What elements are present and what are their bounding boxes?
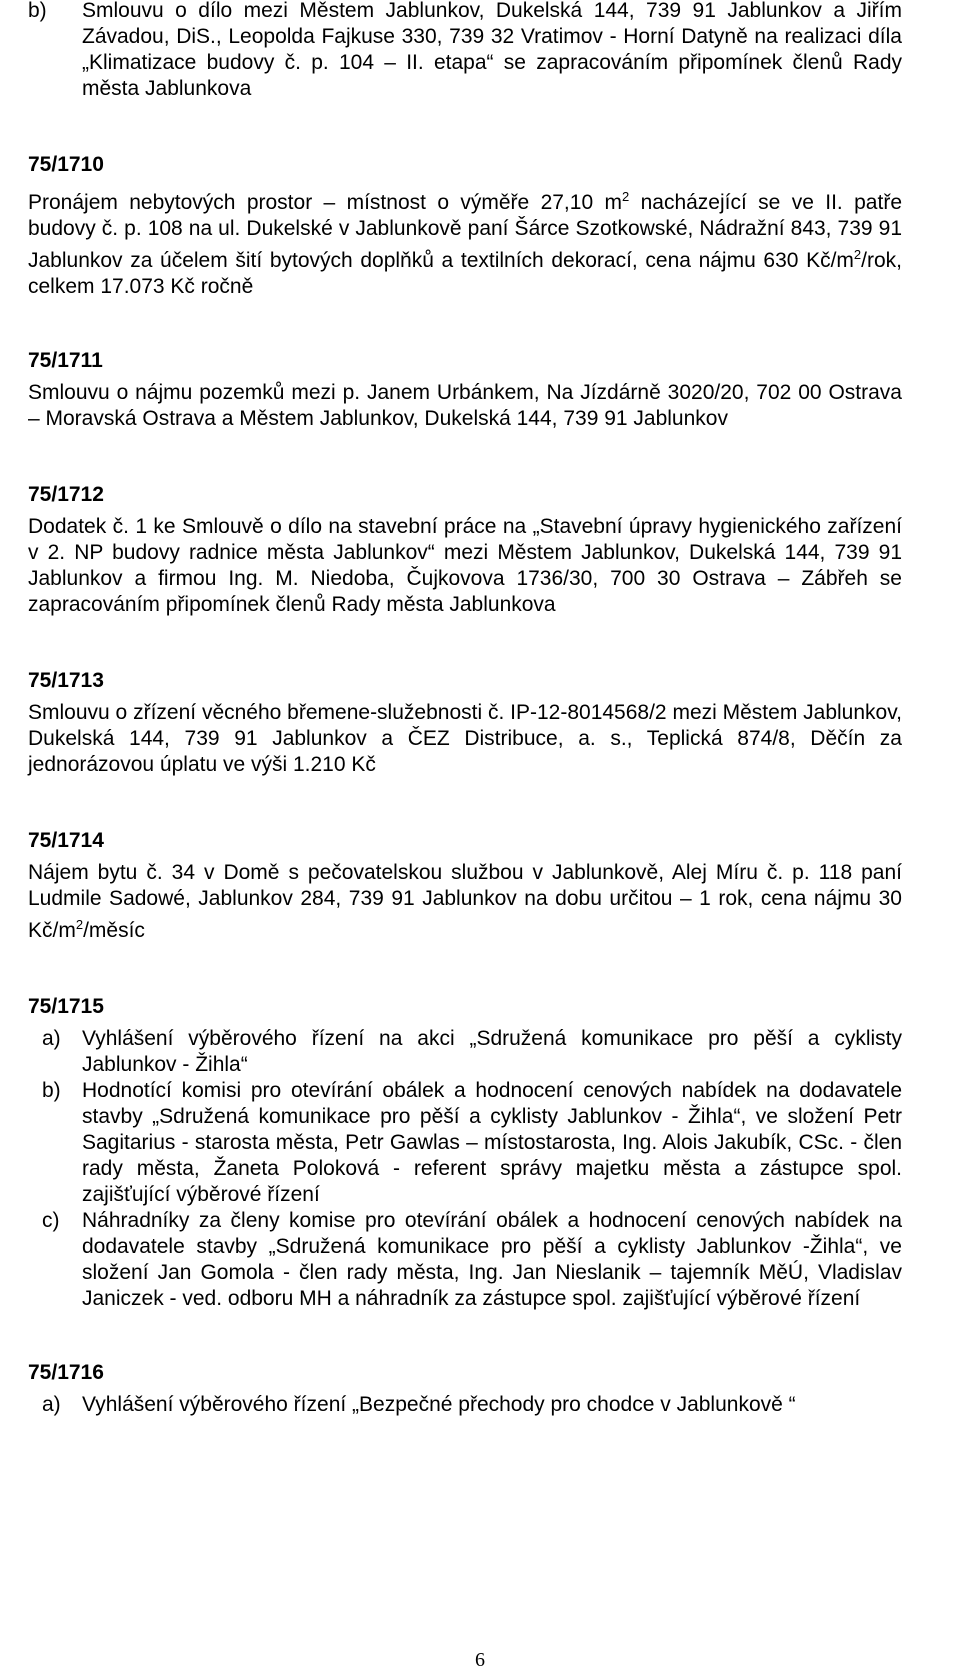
resolution-75-1710 (28, 152, 902, 300)
list-item-marker: a) (42, 1393, 61, 1416)
list-item-marker: b) (42, 1079, 61, 1102)
resolution-number: 75/1710 (28, 153, 104, 176)
page-number: 6 (475, 1649, 485, 1671)
resolution-number: 75/1715 (28, 995, 104, 1018)
list-item (42, 1392, 902, 1418)
list-item (42, 1208, 902, 1312)
resolution-text: Dodatek č. 1 ke Smlouvě o dílo na stavební práce na „Stavební úpravy hygienického zařízení v 2. NP budovy radnice města Jablunkov“ mezi Městem Jablunkov, Dukelská 144, 739 91 Jablunkov a firmou Ing. M. Niedoba, Čujkovova 1736/30, 700 30 Ostrava – Zábřeh se zapracováním připomínek členů Rady města Jablunkova (28, 515, 902, 616)
resolution-75-1713 (28, 668, 902, 778)
superscript: 2 (621, 189, 630, 204)
text-segment: Nájem bytu č. 34 v Domě s pečovatelskou službou v Jablunkově, Alej Míru č. p. 118 paní Ludmile Sadowé, Jablunkov 284, 739 91 Jablunkov na dobu určitou – 1 rok, cena nájmu 30 Kč/m (28, 861, 902, 942)
list-item (42, 1078, 902, 1208)
list-item-marker: a) (42, 1027, 61, 1050)
superscript: 2 (853, 247, 862, 262)
resolution-text: Smlouvu o zřízení věcného břemene-služebnosti č. IP-12-8014568/2 mezi Městem Jablunkov, Dukelská 144, 739 91 Jablunkov a ČEZ Distribuce, a. s., Teplická 874/8, Děčín za jednorázovou úplatu ve výši 1.210 Kč (28, 701, 902, 776)
resolution-number: 75/1716 (28, 1361, 104, 1384)
list-item-text: Vyhlášení výběrového řízení na akci „Sdružená komunikace pro pěší a cyklisty Jablunkov - Žihla“ (82, 1027, 902, 1076)
resolution-75-1712 (28, 482, 902, 618)
resolution-text: Smlouvu o nájmu pozemků mezi p. Janem Urbánkem, Na Jízdárně 3020/20, 702 00 Ostrava – Moravská Ostrava a Městem Jablunkov, Dukelská 144, 739 91 Jablunkov (28, 381, 902, 430)
text-segment: /rok, celkem 17.073 Kč ročně (28, 249, 902, 298)
intro-item-text: Smlouvu o dílo mezi Městem Jablunkov, Dukelská 144, 739 91 Jablunkov a Jiřím Závadou, DiS., Leopolda Fajkuse 330, 739 32 Vratimov - Horní Datyně na realizaci díla „Klimatizace budovy č. p. 104 – II. etapa“ se zapracováním připomínek členů Rady města Jablunkova (82, 0, 902, 100)
intro-item-marker: b) (28, 0, 47, 22)
resolution-text (28, 860, 902, 944)
resolution-number: 75/1711 (28, 349, 103, 372)
resolution-75-1714 (28, 828, 902, 944)
text-segment: nacházející se ve II. patře budovy č. p. 108 na ul. Dukelské v Jablunkově paní Šárce Szotkowské, Nádražní 843, 739 91 Jablunkov za účelem šití bytových doplňků a textilních dekorací, cena nájmu 630 Kč/m (28, 191, 902, 272)
resolution-75-1716 (28, 1360, 902, 1418)
resolution-75-1715 (28, 994, 902, 1312)
resolution-number: 75/1714 (28, 829, 104, 852)
list-item-text: Náhradníky za členy komise pro otevírání obálek a hodnocení cenových nabídek na dodavatele stavby „Sdružená komunikace pro pěší a cyklisty Jablunkov -Žihla“, ve složení Jan Gomola - člen rady města, Ing. Jan Nieslanik – tajemník MěÚ, Vladislav Janiczek - ved. odboru MH a náhradník za zástupce spol. zajišťující výběrové řízení (82, 1209, 902, 1310)
resolution-number: 75/1712 (28, 483, 104, 506)
resolution-number: 75/1713 (28, 669, 104, 692)
resolution-text (28, 184, 902, 300)
list-item (42, 1026, 902, 1078)
resolution-75-1711 (28, 348, 902, 432)
list-item-text: Vyhlášení výběrového řízení „Bezpečné přechody pro chodce v Jablunkově “ (82, 1393, 796, 1416)
document-body (28, 0, 902, 1418)
list-item-text: Hodnotící komisi pro otevírání obálek a hodnocení cenových nabídek na dodavatele stavby „Sdružená komunikace pro pěší a cyklisty Jablunkov - Žihla“, ve složení Petr Sagitarius - starosta města, Petr Gawlas – místostarosta, Ing. Alois Jakubík, CSc. - člen rady města, Žaneta Poloková - referent správy majetku města a zástupce spol. zajišťující výběrové řízení (82, 1079, 902, 1206)
text-segment: /měsíc (83, 919, 145, 942)
intro-item (28, 0, 902, 102)
superscript: 2 (75, 917, 84, 932)
text-segment: Pronájem nebytových prostor – místnost o výměře 27,10 m (28, 191, 622, 214)
list-item-marker: c) (42, 1209, 60, 1232)
